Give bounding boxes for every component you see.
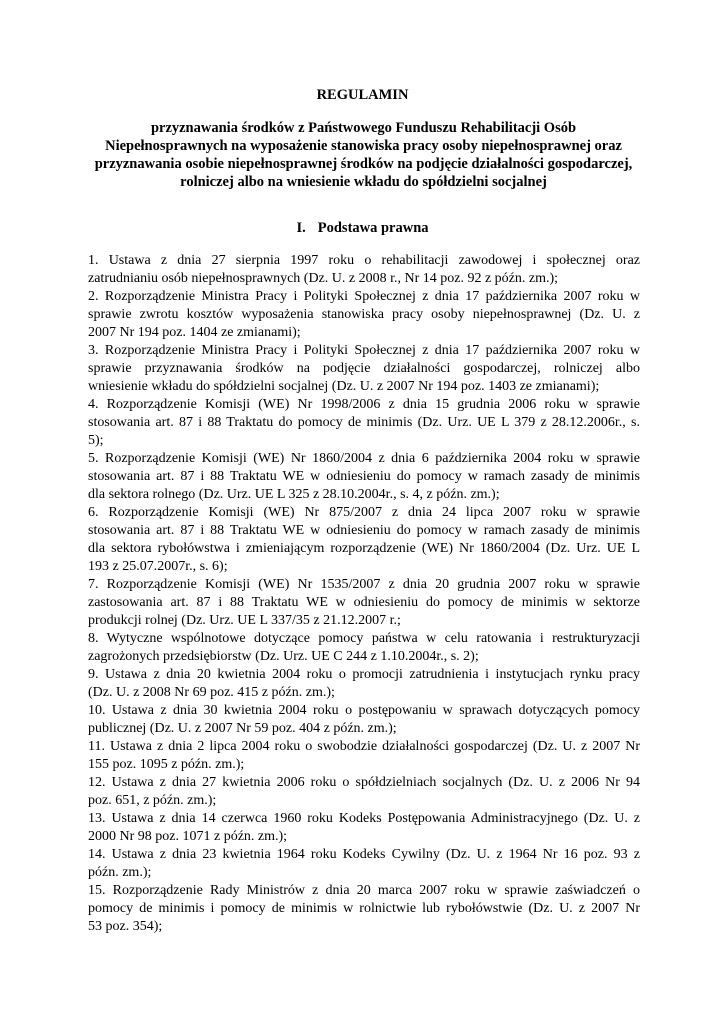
list-item-line: stosowania art. 87 i 88 Traktatu WE w odniesieniu do pomocy w ramach zasady de minimis xyxy=(88,469,640,484)
list-item-line: zastosowania art. 87 i 88 Traktatu WE w odniesieniu do pomocy de minimis w sektorze xyxy=(88,595,640,610)
list-item xyxy=(88,252,640,288)
list-item-line: 2007 Nr 194 poz. 1404 ze zmianami); xyxy=(88,325,301,340)
list-item xyxy=(88,666,640,702)
list-item-line: stosowania art. 87 i 88 Traktatu do pomocy de minimis (Dz. Urz. UE L 379 z 28.12.2006r., s. xyxy=(88,415,640,430)
list-item xyxy=(88,846,640,882)
list-item-line: 12. Ustawa z dnia 27 kwietnia 2006 roku o spółdzielniach socjalnych (Dz. U. z 2006 Nr 94 xyxy=(88,775,640,790)
list-item-line: 4. Rozporządzenie Komisji (WE) Nr 1998/2006 z dnia 15 grudnia 2006 roku w sprawie xyxy=(88,397,640,412)
list-item-line: (Dz. U. z 2008 Nr 69 poz. 415 z późn. zm.); xyxy=(88,685,335,700)
list-item-line: 3. Rozporządzenie Ministra Pracy i Polityki Społecznej z dnia 17 października 2007 roku w xyxy=(88,343,640,358)
list-item-line: 2. Rozporządzenie Ministra Pracy i Polityki Społecznej z dnia 17 października 2007 roku w xyxy=(88,289,640,304)
subtitle-line: Niepełnosprawnych na wyposażenie stanowiska pracy osoby niepełnosprawnej oraz xyxy=(105,138,622,154)
list-item-line: publicznej (Dz. U. z 2007 Nr 59 poz. 404 z późn. zm.); xyxy=(88,721,397,736)
subtitle-line: rolniczej albo na wniesienie wkładu do spółdzielni socjalnej xyxy=(180,174,547,190)
section-number: I. xyxy=(296,220,306,236)
list-item-line: 193 z 25.07.2007r., s. 6); xyxy=(88,559,228,574)
subtitle-line: przyznawania osobie niepełnosprawnej środków na podjęcie działalności gospodarczej, xyxy=(94,156,633,172)
list-item-line: 155 poz. 1095 z późn. zm.); xyxy=(88,757,245,772)
list-item xyxy=(88,774,640,810)
list-item-line: pomocy de minimis i pomocy de minimis w rolnictwie lub rybołówstwie (Dz. U. z 2007 Nr xyxy=(88,901,640,916)
list-item-line: 53 poz. 354); xyxy=(88,919,163,934)
section-title: Podstawa prawna xyxy=(317,220,429,236)
list-item-line: zatrudnianiu osób niepełnosprawnych (Dz. U. z 2008 r., Nr 14 poz. 92 z późn. zm.); xyxy=(88,271,559,286)
list-item-line: stosowania art. 87 i 88 Traktatu WE w odniesieniu do pomocy w ramach zasady de minimis xyxy=(88,523,640,538)
list-item-line: sprawie zwrotu kosztów wyposażenia stanowiska pracy osoby niepełnosprawnej (Dz. U. z xyxy=(88,307,640,322)
list-item-line: poz. 651, z późn. zm.); xyxy=(88,793,217,808)
list-item-line: sprawie przyznawania środków na podjęcie działalności gospodarczej, rolniczej albo xyxy=(88,361,640,376)
list-item xyxy=(88,288,640,342)
list-item-line: 11. Ustawa z dnia 2 lipca 2004 roku o swobodzie działalności gospodarczej (Dz. U. z 2007 Nr xyxy=(88,739,640,754)
list-item-line: 7. Rozporządzenie Komisji (WE) Nr 1535/2007 z dnia 20 grudnia 2007 roku w sprawie xyxy=(88,577,640,592)
list-item xyxy=(88,396,640,450)
list-item xyxy=(88,810,640,846)
list-item xyxy=(88,342,640,396)
list-item-line: dla sektora rybołówstwa i zmieniającym rozporządzenie (WE) Nr 1860/2004 (Dz. Urz. UE L xyxy=(88,541,640,556)
list-item-line: 2000 Nr 98 poz. 1071 z późn. zm.); xyxy=(88,829,288,844)
subtitle-line: przyznawania środków z Państwowego Funduszu Rehabilitacji Osób xyxy=(150,120,577,136)
list-item-line: 5); xyxy=(88,433,104,448)
list-item-line: późn. zm.); xyxy=(88,865,152,880)
list-item-line: zagrożonych przedsiębiorstw (Dz. Urz. UE C 244 z 1.10.2004r., s. 2); xyxy=(88,649,479,664)
document-subtitle xyxy=(88,119,639,191)
document-title: REGULAMIN xyxy=(316,87,409,103)
list-item-line: 14. Ustawa z dnia 23 kwietnia 1964 roku Kodeks Cywilny (Dz. U. z 1964 Nr 16 poz. 93 z xyxy=(88,847,640,862)
list-item-line: 9. Ustawa z dnia 20 kwietnia 2004 roku o promocji zatrudnienia i instytucjach rynku pracy xyxy=(88,667,640,682)
list-item xyxy=(88,630,640,666)
list-item xyxy=(88,702,640,738)
list-item-line: wniesienie wkładu do spółdzielni socjalnej (Dz. U. z 2007 Nr 194 poz. 1403 ze zmianami); xyxy=(88,379,600,394)
list-item-line: 8. Wytyczne wspólnotowe dotyczące pomocy państwa w celu ratowania i restrukturyzacji xyxy=(88,631,640,646)
list-item-line: 1. Ustawa z dnia 27 sierpnia 1997 roku o rehabilitacji zawodowej i społecznej oraz xyxy=(88,253,640,268)
list-item-line: 13. Ustawa z dnia 14 czerwca 1960 roku Kodeks Postępowania Administracyjnego (Dz. U. z xyxy=(88,811,640,826)
list-item-line: 10. Ustawa z dnia 30 kwietnia 2004 roku o postępowaniu w sprawach dotyczących pomocy xyxy=(88,703,640,718)
list-item xyxy=(88,576,640,630)
list-item-line: dla sektora rolnego (Dz. Urz. UE L 325 z 28.10.2004r., s. 4, z późn. zm.); xyxy=(88,487,500,502)
legal-basis-list xyxy=(88,252,640,936)
list-item xyxy=(88,882,640,936)
list-item xyxy=(88,504,640,576)
section-heading xyxy=(0,219,725,237)
list-item xyxy=(88,450,640,504)
list-item-line: 15. Rozporządzenie Rady Ministrów z dnia 20 marca 2007 roku w sprawie zaświadczeń o xyxy=(88,883,640,898)
list-item-line: 5. Rozporządzenie Komisji (WE) Nr 1860/2004 z dnia 6 października 2004 roku w sprawie xyxy=(88,451,640,466)
list-item-line: produkcji rolnej (Dz. Urz. UE L 337/35 z 21.12.2007 r.; xyxy=(88,613,401,628)
list-item-line: 6. Rozporządzenie Komisji (WE) Nr 875/2007 z dnia 24 lipca 2007 roku w sprawie xyxy=(88,505,640,520)
list-item xyxy=(88,738,640,774)
